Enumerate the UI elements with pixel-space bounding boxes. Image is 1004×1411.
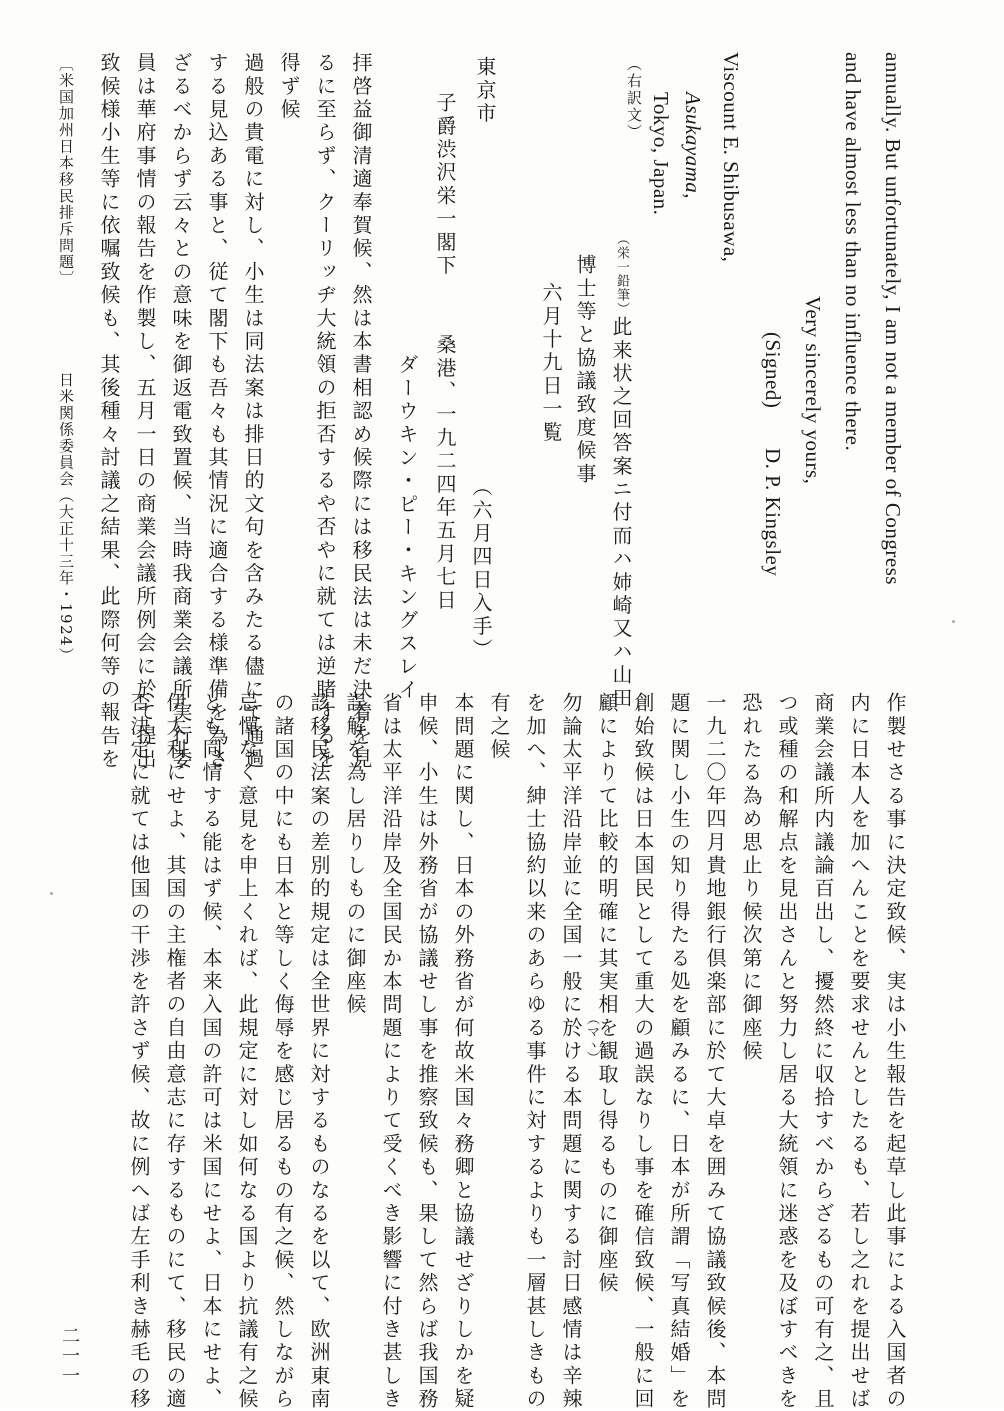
body-line: 作製せさる事に決定致候、実は小生報告を起草し此事による入国者の bbox=[883, 692, 907, 1411]
body-line: とも同情する能はず候、本来入国の許可は米国にせよ、日本にせよ、 bbox=[199, 692, 223, 1411]
letter-line-2: and have almost less than no influence there. bbox=[841, 52, 865, 452]
footer-left: 〔米国加州日本移民排斥問題〕 bbox=[57, 56, 75, 287]
body-line: 伊太利にせよ、其国の主権者の自由意志に存するものにて、移民の適 bbox=[163, 692, 187, 1411]
body-line: 否決定に就ては他国の干渉を許さず候、故に例へば左手利き赫毛の移 bbox=[127, 692, 151, 1411]
body-line: 該移民法案の差別的規定は全世界に対するものなるを以て、欧洲東南 bbox=[307, 692, 331, 1411]
signature-name: D. P. Kingsley bbox=[761, 448, 785, 577]
page-number: 二一一 bbox=[59, 1326, 80, 1386]
closing: Very sincerely yours, bbox=[801, 296, 825, 485]
letter-line-1: annually. But unfortunately, I am not a member of Congress bbox=[881, 52, 905, 586]
signature-label: (Signed) bbox=[761, 332, 785, 409]
body-line: 拝啓益御清適奉賀候、然は本書相認め候際には移民法は未だ決着を見 bbox=[349, 52, 373, 772]
scan-speck bbox=[952, 620, 955, 623]
body-line: 得ず候 bbox=[277, 52, 301, 122]
body-line: 一九二〇年四月貴地銀行倶楽部に於て大卓を囲みて協議致候後、本問 bbox=[703, 692, 727, 1411]
pencil-note-label: （栄一鉛筆） bbox=[614, 232, 629, 316]
body-line: 商業会議所内議論百出し、擾然終に収拾すべからざるもの可有之、且 bbox=[811, 692, 835, 1411]
body-line: 過般の貴電に対し、小生は同法案は排日的文句を含みたる儘にて通過 bbox=[241, 52, 265, 772]
body-line: 勿論太平洋沿岸並に全国一般に於ける本問題に関する討日感情は辛辣 bbox=[559, 692, 583, 1411]
body-line: の諸国の中にも日本と等しく侮辱を感じ居るもの有之候、然しながら bbox=[271, 692, 295, 1411]
sender-name: ダーウキン・ピー・キングスレイ bbox=[395, 354, 419, 702]
ruby-annotation: （マヽ） bbox=[584, 1012, 599, 1064]
body-line: 誤解を為し居りしものに御座候 bbox=[343, 692, 367, 1017]
body-line: 内に日本人を加へんことを要求せんとしたるも、若し之れを提出せば bbox=[847, 692, 871, 1411]
body-line: 題に関し小生の知り得たる処を顧みるに、日本が所謂「写真結婚」を bbox=[667, 692, 691, 1411]
body-line: を加へ、紳士協約以来のあらゆる事件に対するよりも一層甚しきもの bbox=[523, 692, 547, 1411]
body-line: 有之候 bbox=[487, 692, 511, 762]
body-line: 本問題に関し、日本の外務省が何故米国々務卿と協議せざりしかを疑 bbox=[451, 692, 475, 1411]
body-line: つ或種の和解点を見出さんと努力し居る大統領に迷惑を及ぼすべきを bbox=[775, 692, 799, 1411]
body-line: 員は華府事情の報告を作製し、五月一日の商業会議所例会に於て提出 bbox=[133, 52, 157, 772]
body-line: 省は太平洋沿岸及全国民か本問題によりて受くべき影響に付き甚しき bbox=[379, 692, 403, 1411]
address-line-1: Asukayama, bbox=[681, 92, 705, 200]
sender-date: 桑港、一九二四年五月七日 bbox=[433, 334, 457, 613]
footer-right: 日米関係委員会（大正十三年・1924） bbox=[57, 372, 75, 664]
body-line: ざるべからず云々との意味を御返電致置候、当時我商業会議所実行委 bbox=[169, 52, 193, 772]
addressee: Viscount E. Shibusawa, bbox=[719, 52, 743, 263]
body-line: 申候、小生は外務省が協議せし事を推察致候も、果して然らば我国務 bbox=[415, 692, 439, 1411]
body-line: 顧によりて比較的明確に其実相を観取し得るものに御座候 bbox=[595, 692, 619, 1296]
body-line: 致候様小生等に依嘱致候も、其後種々討議之結果、此際何等の報告を bbox=[97, 52, 121, 772]
body-line: 忌憚なく意見を申上くれば、此規定に対し如何なる国より抗議有之候 bbox=[235, 692, 259, 1411]
city: 東京市 bbox=[473, 56, 497, 126]
body-line: 創始致候は日本国民として重大の過誤なりし事を確信致候、一般に回 bbox=[631, 692, 655, 1411]
translation-label: （右訳文） bbox=[625, 56, 643, 141]
pencil-note-line-1: （栄一鉛筆）此来状之回答案ニ付而ハ姉崎又ハ山田 bbox=[609, 232, 633, 711]
pencil-note-date: 六月十九日一覧 bbox=[539, 282, 563, 445]
scan-speck bbox=[50, 892, 53, 895]
pencil-note-line-2: 博士等と協議致度候事 bbox=[573, 254, 597, 486]
recipient: 子爵渋沢栄一閣下 bbox=[433, 92, 457, 278]
body-line: るに至らず、クーリッヂ大統領の拒否するや否やに就ては逆睹するを bbox=[313, 52, 337, 772]
address-line-2: Tokyo, Japan. bbox=[649, 92, 673, 216]
body-line: する見込ある事と、従て閣下も吾々も其情況に適合する様準備を為さ bbox=[205, 52, 229, 772]
body-line: 恐れたる為め思止り候次第に御座候 bbox=[739, 692, 763, 1064]
received-date: （六月四日入手） bbox=[469, 476, 493, 662]
